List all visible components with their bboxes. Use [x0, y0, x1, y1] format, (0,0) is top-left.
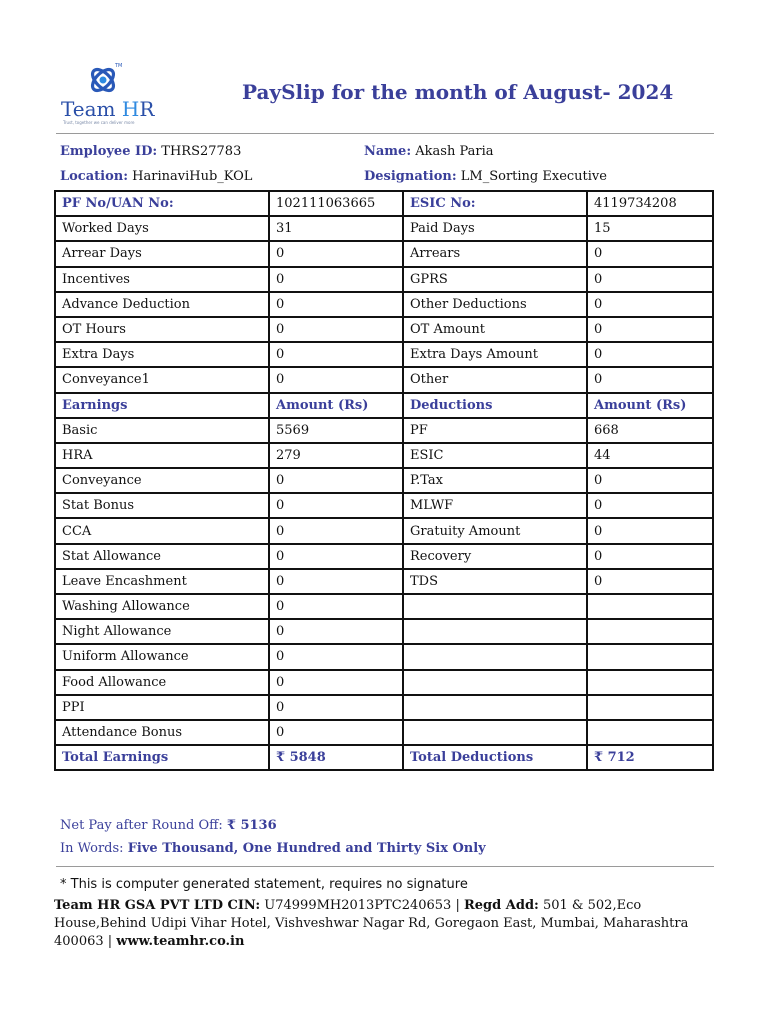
table-row — [55, 342, 713, 367]
table-cell: 0 — [587, 518, 713, 543]
table-cell: 31 — [269, 216, 403, 241]
table-cell: 0 — [269, 493, 403, 518]
table-cell: Arrears — [403, 241, 587, 266]
table-cell: CCA — [55, 518, 269, 543]
employee-name: Name: Akash Paria — [364, 144, 494, 159]
website-link[interactable]: www.teamhr.co.in — [116, 934, 245, 949]
table-cell: ₹ 5848 — [269, 745, 403, 770]
table-cell: Earnings — [55, 393, 269, 418]
table-cell: GPRS — [403, 267, 587, 292]
table-cell: Deductions — [403, 393, 587, 418]
table-cell: 0 — [587, 493, 713, 518]
table-cell: 0 — [269, 644, 403, 669]
table-cell: Basic — [55, 418, 269, 443]
net-pay-in-words: In Words: Five Thousand, One Hundred and Thirty Six Only — [60, 841, 486, 856]
table-cell: 0 — [269, 569, 403, 594]
table-cell: Total Earnings — [55, 745, 269, 770]
table-cell: 0 — [587, 241, 713, 266]
svg-text:TM: TM — [115, 63, 123, 69]
table-row — [55, 594, 713, 619]
table-cell — [587, 594, 713, 619]
table-cell: 44 — [587, 443, 713, 468]
table-cell: 0 — [269, 518, 403, 543]
table-row — [55, 468, 713, 493]
payslip-header — [56, 56, 714, 136]
table-row — [55, 544, 713, 569]
table-cell: HRA — [55, 443, 269, 468]
table-row — [55, 292, 713, 317]
table-cell: PPI — [55, 695, 269, 720]
table-cell: Other Deductions — [403, 292, 587, 317]
employee-designation: Designation: LM_Sorting Executive — [364, 169, 607, 184]
table-row — [55, 443, 713, 468]
table-cell: Washing Allowance — [55, 594, 269, 619]
table-cell — [403, 594, 587, 619]
table-cell: OT Amount — [403, 317, 587, 342]
table-cell: Attendance Bonus — [55, 720, 269, 745]
table-cell: Food Allowance — [55, 670, 269, 695]
table-row — [55, 216, 713, 241]
table-cell: Recovery — [403, 544, 587, 569]
table-cell: 0 — [587, 317, 713, 342]
table-cell: TDS — [403, 569, 587, 594]
table-row — [55, 241, 713, 266]
table-cell: Paid Days — [403, 216, 587, 241]
table-cell: Arrear Days — [55, 241, 269, 266]
table-row — [55, 518, 713, 543]
table-cell: 0 — [269, 594, 403, 619]
table-cell: Incentives — [55, 267, 269, 292]
table-cell: 0 — [269, 720, 403, 745]
table-row — [55, 418, 713, 443]
employee-location: Location: HarinaviHub_KOL — [60, 169, 253, 184]
table-cell: 0 — [269, 695, 403, 720]
table-row-totals — [55, 745, 713, 770]
disclaimer-note: * This is computer generated statement, requires no signature — [60, 877, 468, 892]
table-row — [55, 317, 713, 342]
table-cell — [403, 720, 587, 745]
table-cell: 0 — [587, 367, 713, 392]
employee-id: Employee ID: THRS27783 — [60, 144, 242, 159]
table-row — [55, 569, 713, 594]
page-title: PaySlip for the month of August- 2024 — [242, 80, 674, 104]
team-hr-logo — [58, 58, 158, 126]
table-cell: 5569 — [269, 418, 403, 443]
table-cell: 0 — [269, 317, 403, 342]
table-cell: 102111063665 — [269, 191, 403, 216]
table-cell: 0 — [269, 267, 403, 292]
table-cell: ₹ 712 — [587, 745, 713, 770]
table-row — [55, 493, 713, 518]
table-cell: 0 — [269, 292, 403, 317]
table-cell: Amount (Rs) — [587, 393, 713, 418]
table-cell — [587, 670, 713, 695]
table-cell: Stat Bonus — [55, 493, 269, 518]
table-cell: 668 — [587, 418, 713, 443]
salary-table — [54, 190, 714, 771]
table-row — [55, 644, 713, 669]
table-cell: 0 — [587, 267, 713, 292]
table-cell: 0 — [269, 241, 403, 266]
table-row — [55, 670, 713, 695]
table-cell: 0 — [587, 569, 713, 594]
table-cell: 0 — [587, 544, 713, 569]
table-cell — [403, 619, 587, 644]
table-cell: 15 — [587, 216, 713, 241]
company-footer: Team HR GSA PVT LTD CIN: U74999MH2013PTC240653 | Regd Add: 501 & 502,Eco House,Behind Udipi Vihar Hotel, Vishveshwar Nagar Rd, Goregaon East, Mumbai, Maharashtra 400063 | www.teamhr.co.in — [54, 898, 689, 949]
table-cell: Extra Days — [55, 342, 269, 367]
table-cell: Advance Deduction — [55, 292, 269, 317]
table-cell: OT Hours — [55, 317, 269, 342]
table-row — [55, 695, 713, 720]
table-cell: PF No/UAN No: — [55, 191, 269, 216]
table-row-ids — [55, 191, 713, 216]
table-cell: MLWF — [403, 493, 587, 518]
net-pay: Net Pay after Round Off: ₹ 5136 — [60, 818, 277, 833]
table-cell: ESIC — [403, 443, 587, 468]
table-cell — [403, 644, 587, 669]
table-row — [55, 619, 713, 644]
table-cell: Night Allowance — [55, 619, 269, 644]
svg-text:Team HR: Team HR — [61, 97, 155, 121]
header-divider — [56, 133, 714, 134]
table-cell: 0 — [269, 619, 403, 644]
table-cell: Conveyance — [55, 468, 269, 493]
table-cell: Stat Allowance — [55, 544, 269, 569]
table-cell: Uniform Allowance — [55, 644, 269, 669]
table-cell — [587, 720, 713, 745]
table-cell — [587, 695, 713, 720]
table-row-section-header — [55, 393, 713, 418]
table-cell — [403, 695, 587, 720]
table-cell: 0 — [269, 544, 403, 569]
table-cell: Conveyance1 — [55, 367, 269, 392]
table-cell: 4119734208 — [587, 191, 713, 216]
table-cell — [587, 619, 713, 644]
table-cell: 0 — [587, 292, 713, 317]
table-cell: PF — [403, 418, 587, 443]
table-cell — [587, 644, 713, 669]
table-row — [55, 367, 713, 392]
table-cell: 0 — [269, 342, 403, 367]
svg-text:Trust, together we can deliver: Trust, together we can deliver more — [63, 120, 135, 125]
table-cell: 279 — [269, 443, 403, 468]
table-cell: 0 — [269, 367, 403, 392]
table-cell: Amount (Rs) — [269, 393, 403, 418]
table-row — [55, 267, 713, 292]
table-cell: 0 — [269, 468, 403, 493]
table-cell — [403, 670, 587, 695]
table-row — [55, 720, 713, 745]
table-cell: 0 — [587, 468, 713, 493]
table-cell: Leave Encashment — [55, 569, 269, 594]
footer-divider — [56, 866, 714, 867]
table-cell: Extra Days Amount — [403, 342, 587, 367]
table-cell: ESIC No: — [403, 191, 587, 216]
table-cell: 0 — [269, 670, 403, 695]
table-cell: 0 — [587, 342, 713, 367]
table-cell: Total Deductions — [403, 745, 587, 770]
table-cell: Worked Days — [55, 216, 269, 241]
table-cell: P.Tax — [403, 468, 587, 493]
table-cell: Gratuity Amount — [403, 518, 587, 543]
table-cell: Other — [403, 367, 587, 392]
